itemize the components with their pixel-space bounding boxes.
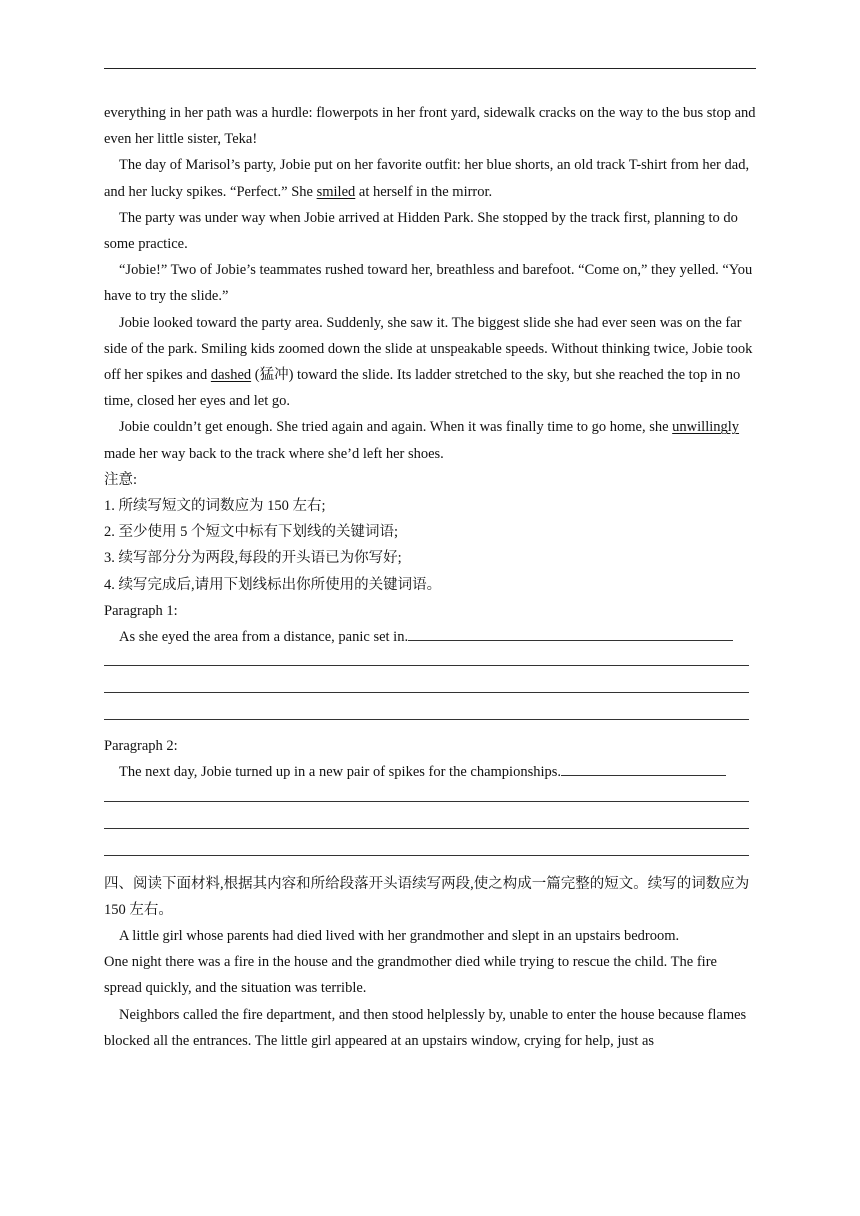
writing-line[interactable] — [104, 706, 749, 720]
note-item: 3. 续写部分分为两段,每段的开头语已为你写好; — [104, 550, 402, 567]
note-item: 4. 续写完成后,请用下划线标出你所使用的关键词语。 — [104, 576, 442, 593]
writing-line[interactable] — [104, 842, 749, 856]
writing-line[interactable] — [104, 652, 749, 666]
passage-paragraph: The day of Marisol’s party, Jobie put on her favorite outfit: her blue shorts, an old track T-shirt from her dad, and her lucky spikes. “Perfect.” She smiled at herself in the mirror. — [104, 157, 750, 200]
section4-paragraph: One night there was a fire in the house and the grandmother died while trying to rescue the child. The fire spread quickly, and the situation was terrible. — [104, 954, 717, 997]
writing-blank[interactable] — [561, 763, 726, 776]
passage-paragraph: Jobie looked toward the party area. Suddenly, she saw it. The biggest slide she had ever seen was on the far side of the park. Smiling kids zoomed down the slide at unspeakable speeds. Without thinking twice, Jobie took off her spikes and dashed (猛冲) toward the slide. Its ladder stretched to the sky, but she reached the top in no time, closed her eyes and let go. — [104, 314, 753, 410]
paragraph2-starter-line — [104, 759, 756, 785]
note-item: 2. 至少使用 5 个短文中标有下划线的关键词语; — [104, 524, 399, 541]
note-item: 1. 所续写短文的词数应为 150 左右; — [104, 498, 326, 515]
key-word: unwillingly — [672, 419, 740, 436]
writing-line[interactable] — [104, 788, 749, 802]
section4-instruction: 四、阅读下面材料,根据其内容和所给段落开头语续写两段,使之构成一篇完整的短文。续写的词数应为 150 左右。 — [104, 875, 750, 918]
passage-paragraph: “Jobie!” Two of Jobie’s teammates rushed toward her, breathless and barefoot. “Come on,” they yelled. “You have to try the slide.” — [104, 262, 753, 305]
passage-paragraph: Jobie couldn’t get enough. She tried again and again. When it was finally time to go home, she unwillingly made her way back to the track where she’d left her shoes. — [104, 419, 740, 462]
paragraph1-starter: As she eyed the area from a distance, panic set in. — [119, 629, 409, 646]
key-word: dashed — [210, 367, 252, 384]
section4-paragraph-first-line: A little girl whose parents had died lived with her grandmother and slept in an upstairs bedroom. — [119, 928, 680, 945]
paragraph1-label: Paragraph 1: — [104, 602, 178, 619]
paragraph1-starter-line — [104, 624, 756, 650]
document-body — [104, 100, 756, 1054]
paragraph2-starter: The next day, Jobie turned up in a new pair of spikes for the championships. — [119, 764, 562, 781]
writing-line[interactable] — [104, 679, 749, 693]
passage-continued-text: everything in her path was a hurdle: flowerpots in her front yard, sidewalk cracks on the way to the bus stop and even her little sister, Teka! — [104, 105, 756, 148]
key-word: smiled — [316, 183, 356, 200]
notes-heading: 注意: — [104, 471, 138, 488]
passage-paragraph: The party was under way when Jobie arrived at Hidden Park. She stopped by the track first, planning to do some practice. — [104, 209, 738, 253]
writing-blank[interactable] — [408, 628, 733, 641]
writing-line[interactable] — [104, 815, 749, 829]
paragraph2-label: Paragraph 2: — [104, 738, 178, 755]
header-rule — [104, 68, 756, 69]
section4-paragraph: Neighbors called the fire department, and then stood helplessly by, unable to enter the house because flames blocked all the entrances. The little girl appeared at an upstairs window, crying for help, just as — [104, 1006, 747, 1049]
